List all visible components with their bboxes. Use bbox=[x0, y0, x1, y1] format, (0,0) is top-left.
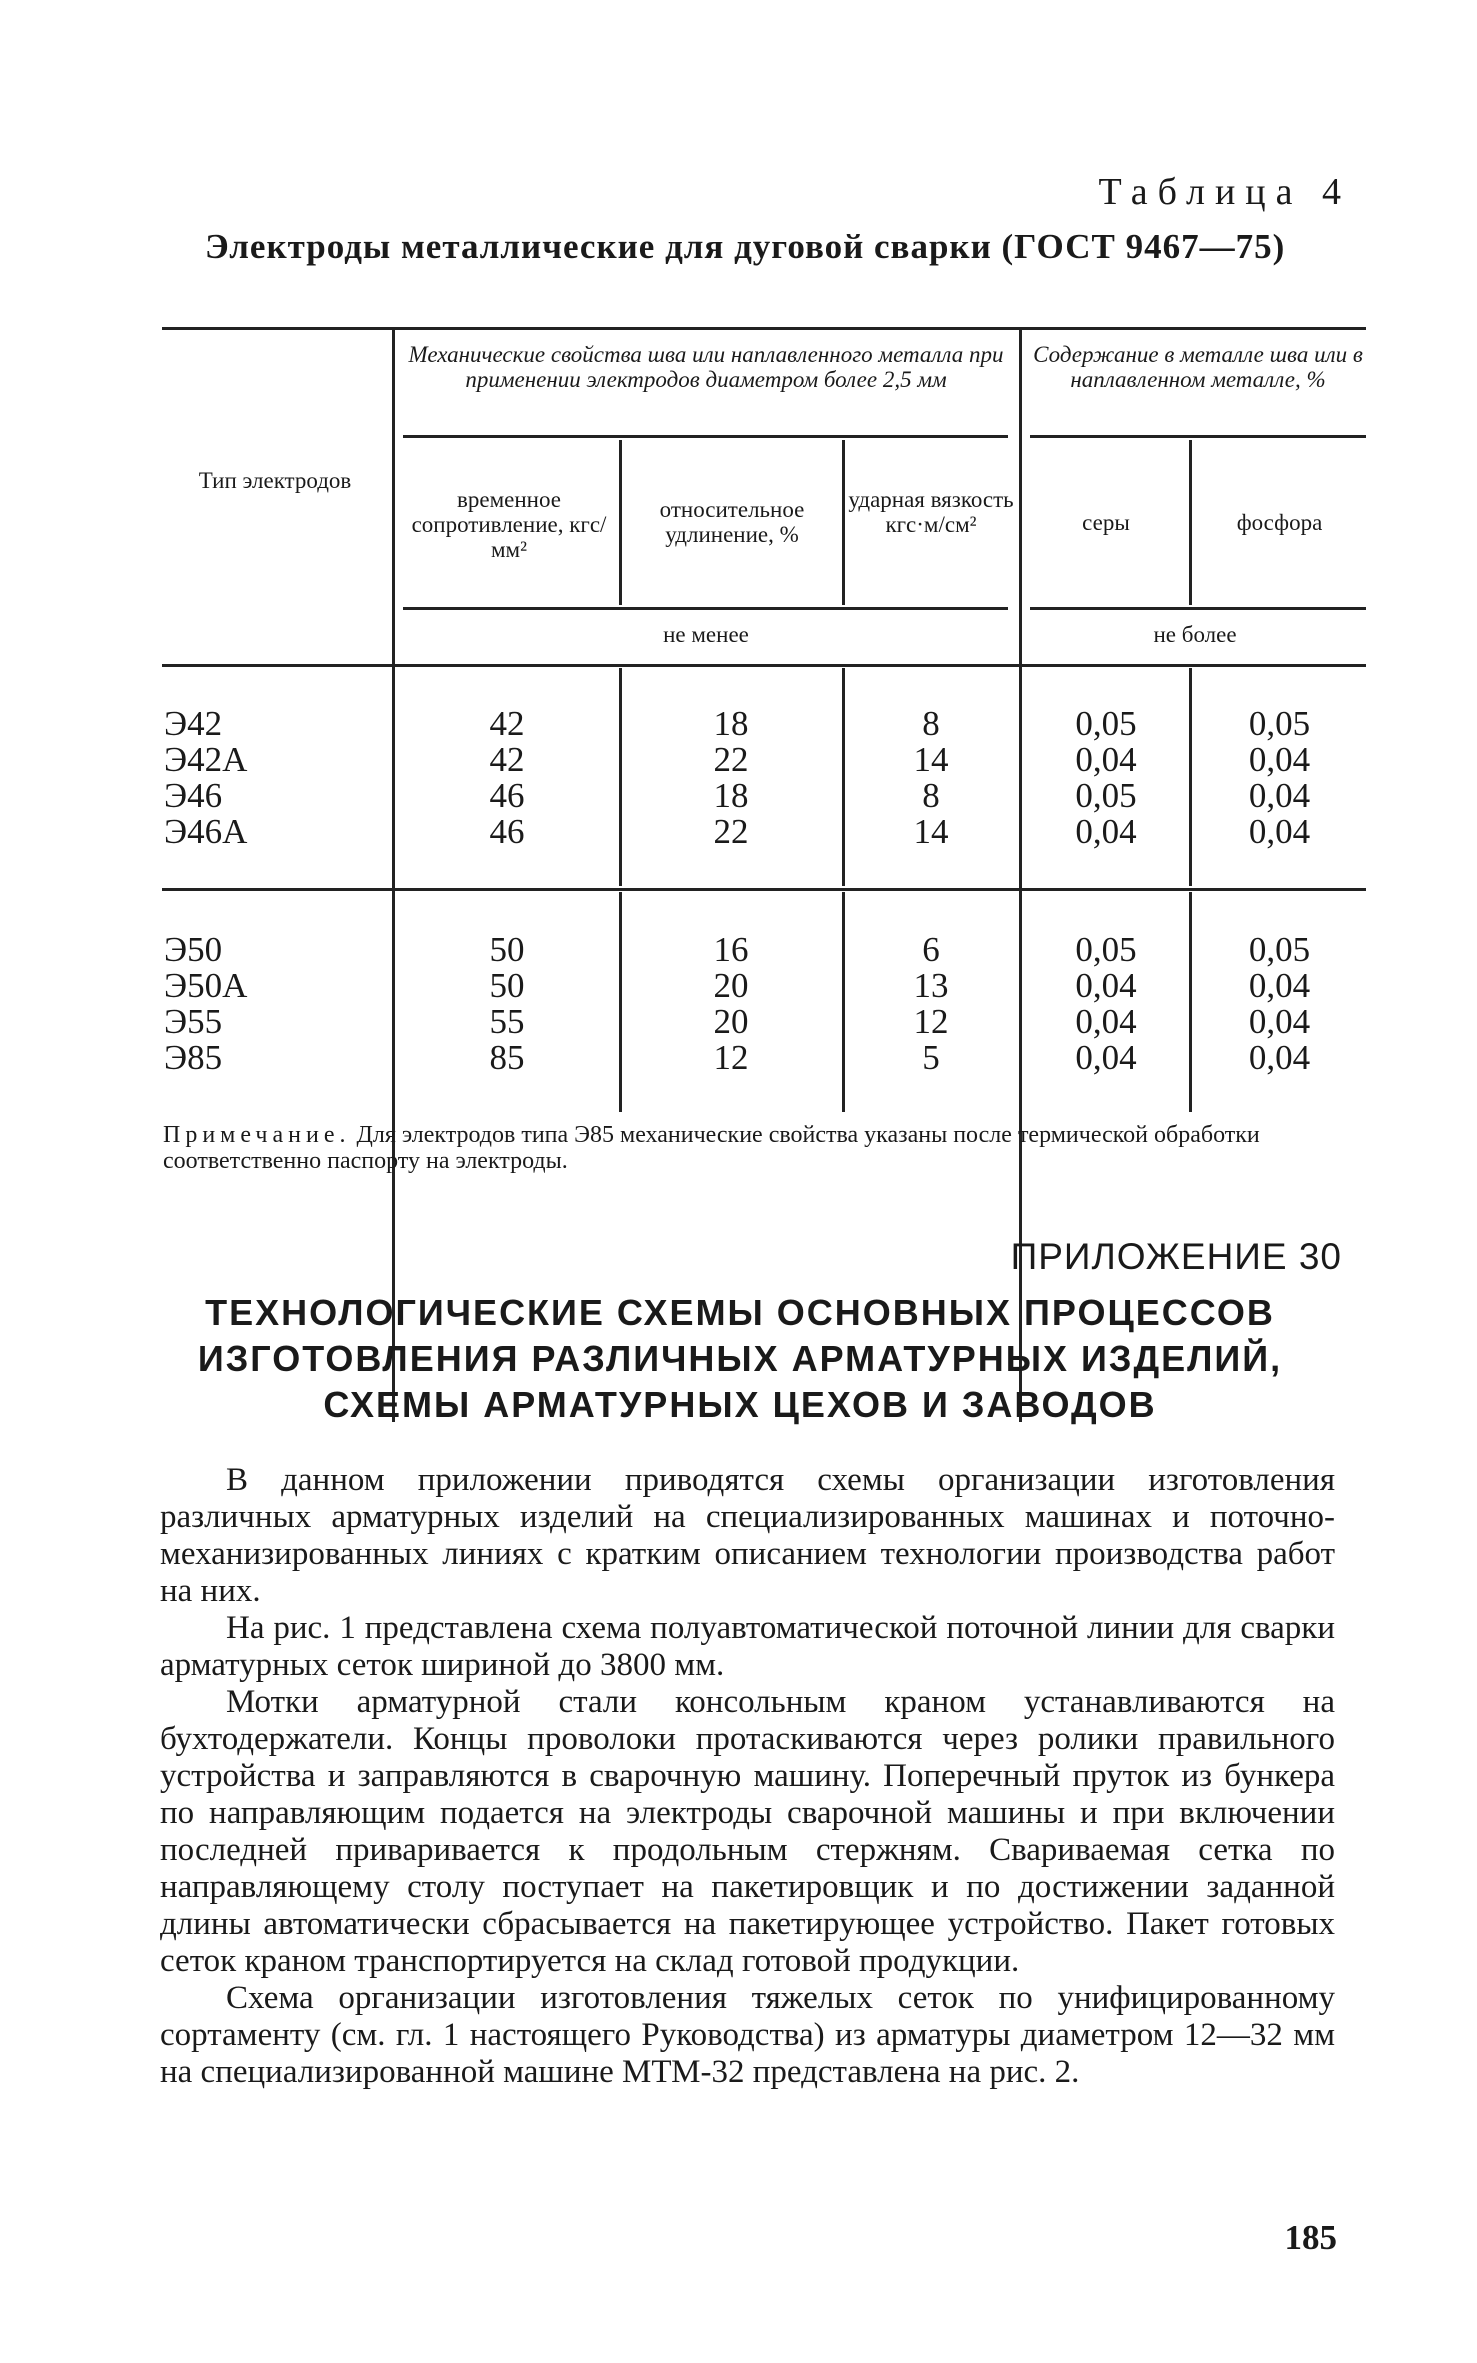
electrode-type: Э50А bbox=[164, 966, 248, 1005]
page-number: 185 bbox=[1284, 2218, 1337, 2257]
value-cell: 0,04 bbox=[1248, 812, 1311, 851]
paragraph: Схема организации изготовления тяжелых сеток по унифицированному сортаменту (см. гл. 1 настоящего Руководства) из арматуры диаметром 12—32 мм на специализированной машине МТМ-32 представлена на рис. 2. bbox=[160, 1980, 1335, 2090]
value-cell: 0,04 bbox=[1248, 776, 1311, 815]
electrode-type: Э85 bbox=[164, 1038, 223, 1077]
value-cell: 20 bbox=[713, 966, 749, 1005]
value-cell: 0,04 bbox=[1248, 966, 1311, 1005]
elongation-values bbox=[622, 932, 840, 1076]
impact-values bbox=[846, 932, 1016, 1076]
value-cell: 42 bbox=[489, 704, 525, 743]
value-cell: 55 bbox=[489, 1002, 525, 1041]
table-title: Электроды металлические для дуговой сварки (ГОСТ 9467—75) bbox=[205, 227, 1286, 266]
value-cell: 5 bbox=[922, 1038, 940, 1077]
column-divider bbox=[392, 327, 395, 1422]
table-label: Таблица 4 bbox=[1098, 171, 1351, 213]
paragraph: Мотки арматурной стали консольным краном устанавливаются на бухтодержатели. Концы проволоки протаскиваются через ролики правильного устройства и заправляются в сварочную машину. Поперечный пруток из бункера по направляющим подается на электроды сварочной машины и при включении последней приваривается к продольным стержням. Свариваемая сетка по направляющему столу поступает на пакетировщик и по достижении заданной длины автоматически сбрасывается на пакетирующее устройство. Пакет готовых сеток краном транспортируется на склад готовой продукции. bbox=[160, 1684, 1335, 1979]
value-cell: 50 bbox=[489, 966, 525, 1005]
value-cell: 0,05 bbox=[1248, 930, 1311, 969]
electrode-type: Э46А bbox=[164, 812, 248, 851]
header-tensile: временное сопротивление, кгс/мм² bbox=[411, 487, 607, 562]
table-top-rule bbox=[162, 327, 1366, 330]
header-not-more: не более bbox=[1153, 622, 1237, 647]
value-cell: 0,04 bbox=[1248, 740, 1311, 779]
value-cell: 12 bbox=[713, 1038, 749, 1077]
electrode-type: Э42А bbox=[164, 740, 248, 779]
column-divider bbox=[1189, 668, 1192, 886]
value-cell: 6 bbox=[922, 930, 940, 969]
sulfur-values bbox=[1024, 706, 1188, 850]
value-cell: 8 bbox=[922, 704, 940, 743]
tensile-values bbox=[396, 932, 618, 1076]
header-mechanical: Механические свойства шва или наплавленного металла при применении электродов диаметром более 2,5 мм bbox=[408, 342, 1004, 392]
value-cell: 8 bbox=[922, 776, 940, 815]
electrode-type: Э55 bbox=[164, 1002, 223, 1041]
electrode-type: Э50 bbox=[164, 930, 223, 969]
body-text bbox=[160, 1462, 1335, 2091]
value-cell: 0,04 bbox=[1075, 812, 1137, 851]
header-content: Содержание в металле шва или в наплавленном металле, % bbox=[1033, 342, 1363, 392]
note-lead: Примечание. bbox=[163, 1122, 351, 1148]
appendix-label: ПРИЛОЖЕНИЕ 30 bbox=[1010, 1236, 1342, 1277]
value-cell: 0,04 bbox=[1075, 1038, 1137, 1077]
value-cell: 16 bbox=[713, 930, 749, 969]
table-row bbox=[164, 706, 247, 850]
header-sulfur: серы bbox=[1082, 510, 1130, 535]
value-cell: 13 bbox=[913, 966, 949, 1005]
note-text: Для электродов типа Э85 механические свойства указаны после термической обработки соответственно паспорту на электроды. bbox=[163, 1122, 1260, 1174]
not-more-rule bbox=[1030, 607, 1366, 610]
electrode-type: Э46 bbox=[164, 776, 223, 815]
value-cell: 0,04 bbox=[1075, 740, 1137, 779]
value-cell: 0,05 bbox=[1075, 704, 1137, 743]
value-cell: 0,04 bbox=[1075, 966, 1137, 1005]
value-cell: 0,05 bbox=[1075, 930, 1137, 969]
tensile-values bbox=[396, 706, 618, 850]
phosphorus-values bbox=[1193, 706, 1366, 850]
table-row bbox=[164, 932, 247, 1076]
content-sub-rule bbox=[1030, 435, 1366, 438]
header-phosphorus: фосфора bbox=[1236, 510, 1323, 535]
value-cell: 46 bbox=[489, 812, 525, 851]
appendix-title: ТЕХНОЛОГИЧЕСКИЕ СХЕМЫ ОСНОВНЫХ ПРОЦЕССОВ ИЗГОТОВЛЕНИЯ РАЗЛИЧНЫХ АРМАТУРНЫХ ИЗДЕЛИЙ, СХЕМЫ АРМАТУРНЫХ ЦЕХОВ И ЗАВОДОВ bbox=[197, 1292, 1283, 1425]
paragraph: В данном приложении приводятся схемы организации изготовления различных арматурных изделий на специализированных машинах и поточно-механизированных линиях с кратким описанием технологии производства работ на них. bbox=[160, 1462, 1335, 1609]
value-cell: 0,05 bbox=[1075, 776, 1137, 815]
value-cell: 14 bbox=[913, 740, 949, 779]
table-note bbox=[163, 1122, 1343, 1174]
value-cell: 85 bbox=[489, 1038, 525, 1077]
header-type: Тип электродов bbox=[198, 468, 352, 493]
value-cell: 18 bbox=[713, 776, 749, 815]
electrode-type: Э42 bbox=[164, 704, 223, 743]
value-cell: 50 bbox=[489, 930, 525, 969]
value-cell: 12 bbox=[913, 1002, 949, 1041]
not-less-rule bbox=[403, 607, 1008, 610]
column-divider bbox=[842, 892, 845, 1112]
header-elongation: относительное удлинение, % bbox=[659, 497, 805, 547]
column-divider bbox=[842, 440, 845, 605]
phosphorus-values bbox=[1193, 932, 1366, 1076]
paragraph: На рис. 1 представлена схема полуавтоматической поточной линии для сварки арматурных сеток шириной до 3800 мм. bbox=[160, 1610, 1335, 1683]
value-cell: 42 bbox=[489, 740, 525, 779]
value-cell: 46 bbox=[489, 776, 525, 815]
value-cell: 22 bbox=[713, 740, 749, 779]
column-divider bbox=[619, 440, 622, 605]
sulfur-values bbox=[1024, 932, 1188, 1076]
value-cell: 0,04 bbox=[1248, 1002, 1311, 1041]
value-cell: 14 bbox=[913, 812, 949, 851]
column-divider bbox=[842, 668, 845, 886]
column-divider bbox=[1189, 440, 1192, 605]
header-bottom-rule bbox=[162, 664, 1366, 667]
value-cell: 18 bbox=[713, 704, 749, 743]
value-cell: 0,04 bbox=[1248, 1038, 1311, 1077]
elongation-values bbox=[622, 706, 840, 850]
impact-values bbox=[846, 706, 1016, 850]
value-cell: 20 bbox=[713, 1002, 749, 1041]
column-divider bbox=[1189, 892, 1192, 1112]
value-cell: 22 bbox=[713, 812, 749, 851]
group-separator-rule bbox=[162, 888, 1366, 891]
value-cell: 0,05 bbox=[1248, 704, 1311, 743]
header-impact: ударная вязкость кгс·м/см² bbox=[848, 487, 1014, 537]
header-not-less: не менее bbox=[663, 622, 749, 647]
mech-sub-rule bbox=[403, 435, 1008, 438]
value-cell: 0,04 bbox=[1075, 1002, 1137, 1041]
